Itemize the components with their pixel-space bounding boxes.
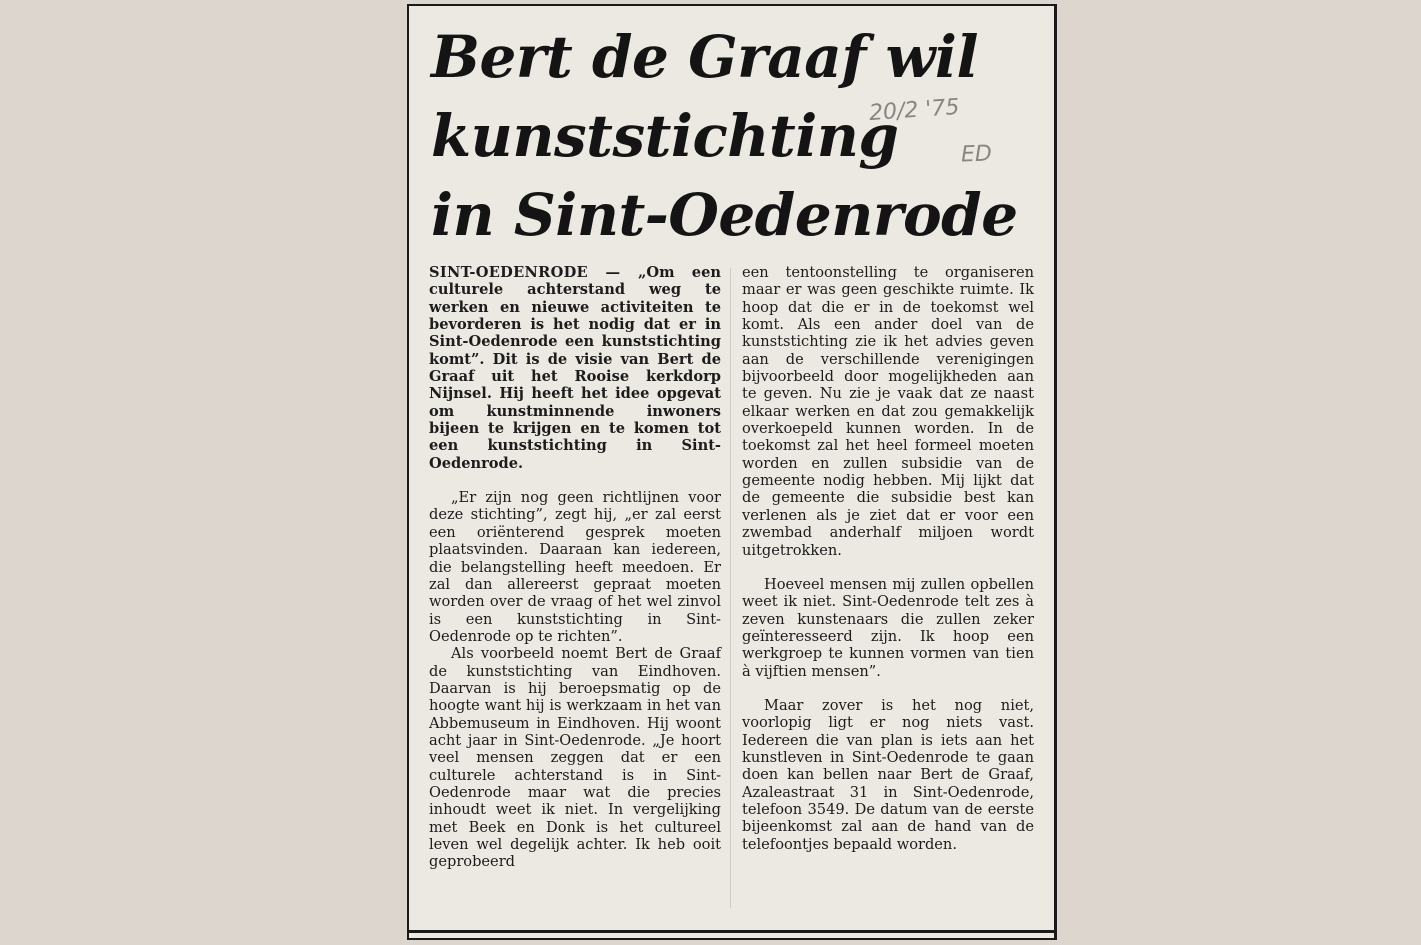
article-column-right [742,264,1034,853]
headline-line-2: kunststichting [431,102,899,170]
paragraph-2: Als voorbeeld noemt Bert de Graaf de kunststichting van Eindhoven. Daarvan is hij beroepsmatig op de hoogte want hij is werkzaam in het van Abbemuseum in Eindhoven. Hij woont acht jaar in Sint-Oedenrode. „Je hoort veel mensen zeggen dat er een culturele achterstand is in Sint-Oedenrode maar wat die precies inhoudt weet ik niet. In vergelijking met Beek en Donk is het cultureel leven wel degelijk achter. Ik heb ooit geprobeerd [429,645,721,871]
headline-line-1: Bert de Graaf wil [431,23,979,91]
handwritten-source: ED [960,141,993,168]
newspaper-clipping [407,4,1057,940]
lead-text: „Om een culturele achterstand weg te werken en nieuwe activiteiten te bevorderen is het nodig dat er in Sint-Oedenrode een kunststichting komt”. Dit is de visie van Bert de Graaf uit het Rooise kerkdorp Nijnsel. Hij heeft het idee opgevat om kunstminnende inwoners bijeen te krijgen en te komen tot een kunststichting in Sint-Oedenrode. [429,264,721,472]
paragraph-5: Maar zover is het nog niet, voorlopig ligt er nog niets vast. Iedereen die van plan is iets aan het kunstleven in Sint-Oedenrode te gaan doen kan bellen naar Bert de Graaf, Azaleastraat 31 in Sint-Oedenrode, telefoon 3549. De datum van de eerste bijeenkomst zal aan de hand van de telefoontjes bepaald worden. [742,696,1034,853]
handwritten-date: 20/2 '75 [868,94,961,127]
paragraph-1: „Er zijn nog geen richtlijnen voor deze stichting”, zegt hij, „er zal eerst een oriënterend gesprek moeten plaatsvinden. Daaraan kan iedereen, die belangstelling heeft meedoen. Er zal dan allereerst gepraat moeten worden over de vraag of het wel zinvol is een kunststichting in Sint-Oedenrode op te richten”. [429,489,721,645]
dateline: SINT-OEDENRODE — [429,264,638,281]
paragraph-4: Hoeveel mensen mij zullen opbellen weet ik niet. Sint-Oedenrode telt zes à zeven kunstenaars die zullen zeker geïnteresseerd zijn. Ik hoop een werkgroep te kunnen vormen van tien à vijftien mensen”. [742,575,1034,680]
lead-paragraph [429,264,721,472]
column-divider [730,268,731,908]
paragraph-3: een tentoonstelling te organiseren maar er was geen geschikte ruimte. Ik hoop dat die er in de toekomst wel komt. Als een ander doel van de kunststichting zie ik het advies geven aan de verschillende verenigingen bijvoorbeeld door mogelijkheden aan te geven. Nu zie je vaak dat ze naast elkaar werken en dat zou gemakkelijk overkoepeld kunnen worden. In de toekomst zal het heel formeel moeten worden en zullen subsidie van de gemeente nodig hebben. Mij lijkt dat de gemeente die subsidie best kan verlenen als je ziet dat er voor een zwembad anderhalf miljoen wordt uitgetrokken. [742,264,1034,559]
article-column-left [429,264,721,871]
headline [431,18,1031,255]
bottom-rule [407,930,1057,933]
headline-line-3: in Sint-Oedenrode [431,181,1018,249]
